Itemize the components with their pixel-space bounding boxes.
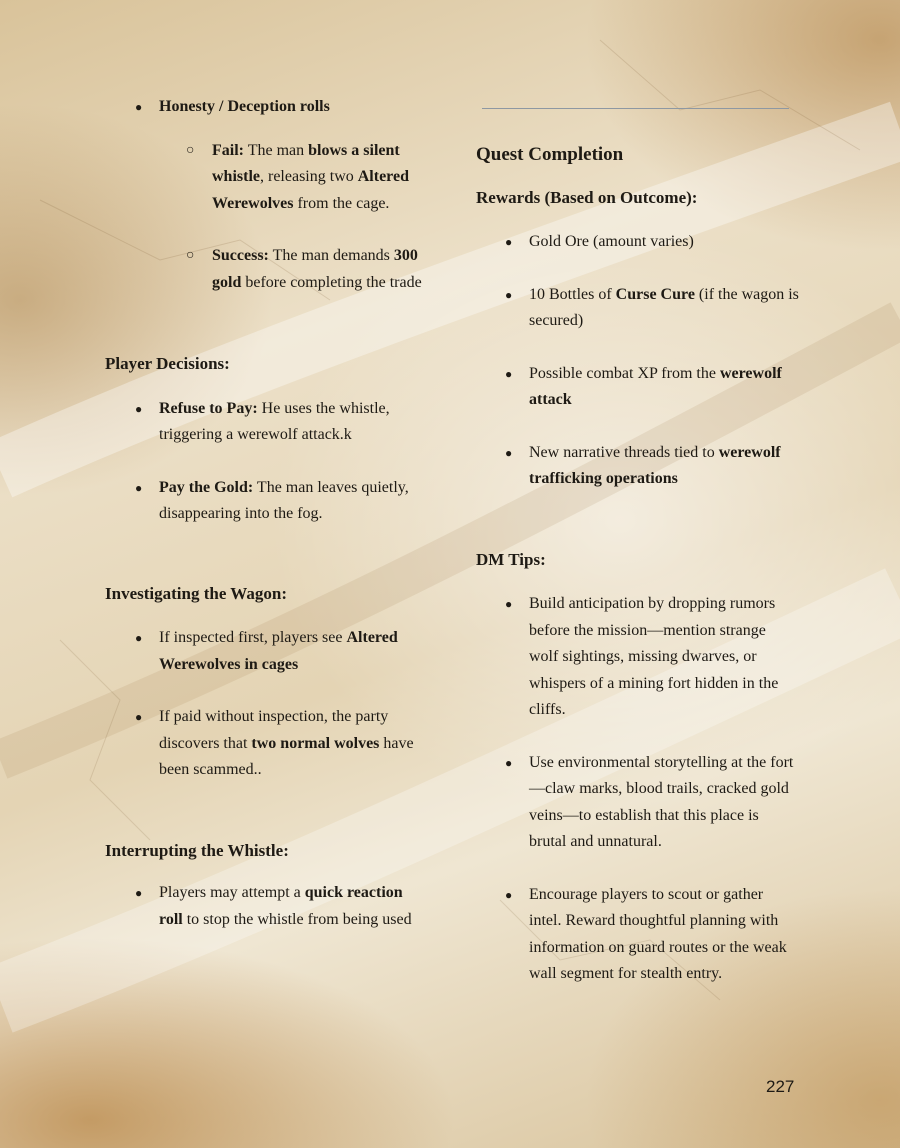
list-item: ● Refuse to Pay: He uses the whistle, triggering a werewolf attack.k [159,396,429,449]
right-column [476,94,806,988]
list-item: ● Build anticipation by dropping rumors before the mission—mention strange wolf sightings, missing dwarves, or whispers of a mining fort hidden in the cliffs. [529,591,799,724]
list-item: ● Pay the Gold: The man leaves quietly, disappearing into the fog. [159,475,429,528]
interrupting-whistle-heading: Interrupting the Whistle: [105,840,289,860]
list-item: ● Encourage players to scout or gather intel. Reward thoughtful planning with information on guard routes or the weak wall segment for stealth entry. [529,882,799,988]
left-column [105,94,435,933]
player-decisions-heading: Player Decisions: [105,354,230,373]
list-item [159,94,435,121]
list-item: ● If inspected first, players see Altered Werewolves in cages [159,625,419,678]
list-item: ● Gold Ore (amount varies) [529,229,799,256]
page-number: 227 [766,1077,795,1096]
list-item: ● New narrative threads tied to werewolf trafficking operations [529,440,799,493]
list-item: ● Possible combat XP from the werewolf attack [529,361,799,414]
list-item: ● If paid without inspection, the party discovers that two normal wolves have been scammed.. [159,704,419,784]
list-item: ● 10 Bottles of Curse Cure (if the wagon is secured) [529,282,799,335]
rewards-heading: Rewards (Based on Outcome): [476,187,698,207]
success-label: Success: [212,247,269,264]
list-item: ● Use environmental storytelling at the fort—claw marks, blood trails, cracked gold veins—to establish that this place is brutal and unnatural. [529,750,799,856]
list-item: ○ Fail: The man blows a silent whistle, releasing two Altered Werewolves from the cage. [212,138,432,218]
quest-completion-heading: Quest Completion [476,144,624,165]
dm-tips-heading: DM Tips: [476,549,546,569]
list-item: ○ Success: The man demands 300 gold before completing the trade [212,243,432,296]
investigating-wagon-heading: Investigating the Wagon: [105,583,287,603]
list-item: ● Players may attempt a quick reaction roll to stop the whistle from being used [159,880,424,933]
fail-label: Fail: [212,141,244,159]
honesty-rolls-label: Honesty / Deception rolls [159,98,330,115]
